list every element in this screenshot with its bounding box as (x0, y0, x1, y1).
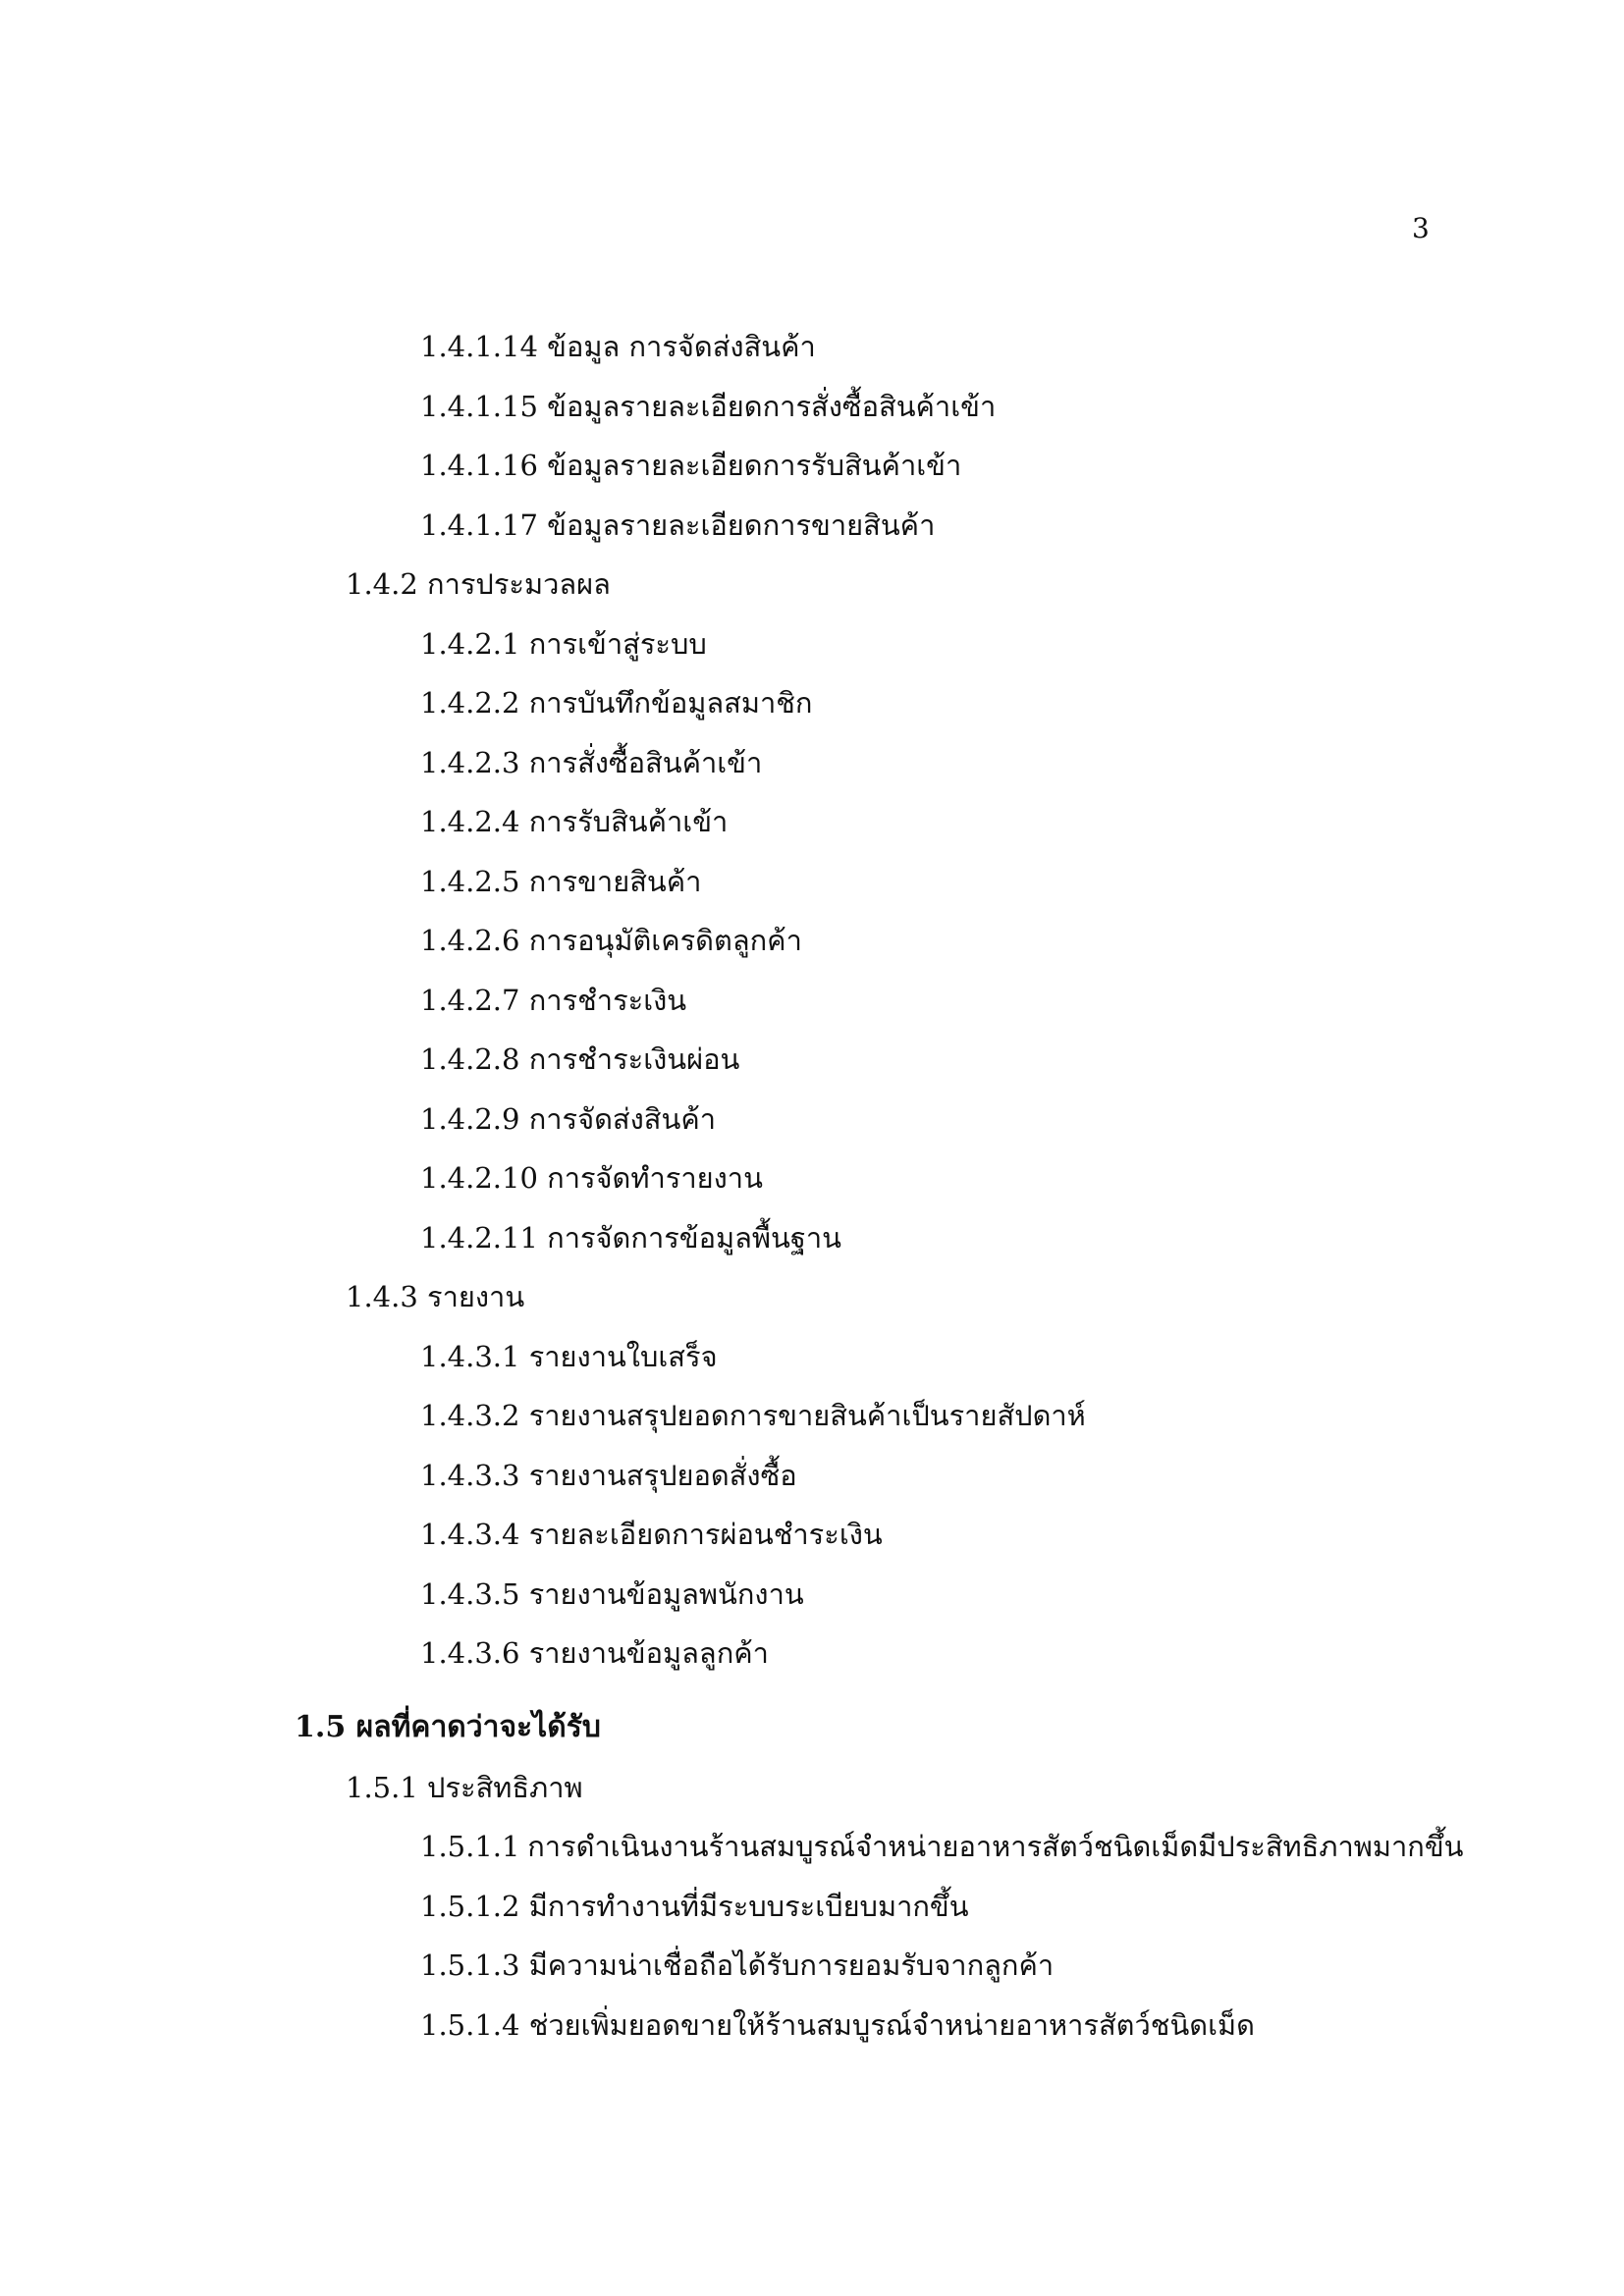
item-number: 1.5.1.4 (420, 2007, 520, 2042)
item-number: 1.4.3.1 (420, 1339, 520, 1373)
item-text: รายละเอียดการผ่อนชำระเงิน (528, 1518, 883, 1551)
item-number: 1.4.1.16 (420, 449, 538, 482)
item-text: รายงานใบเสร็จ (528, 1339, 718, 1373)
section-title: ผลที่คาดว่าจะได้รับ (355, 1709, 601, 1744)
list-item (295, 920, 1434, 980)
list-item (295, 1886, 1434, 1946)
list-item (295, 1826, 1464, 1886)
item-text: ข้อมูลรายละเอียดการรับสินค้าเข้า (547, 449, 962, 482)
item-text: ช่วยเพิ่มยอดขายให้ร้านสมบูรณ์จำหน่ายอาหารสัตว์ชนิดเม็ด (528, 2007, 1255, 2042)
item-number: 1.4.3.6 (420, 1636, 520, 1670)
subsection-title: ประสิทธิภาพ (427, 1770, 583, 1804)
item-number: 1.4.1.17 (420, 507, 538, 542)
list-item (295, 861, 1434, 921)
item-number: 1.4.2.9 (420, 1101, 520, 1136)
item-number: 1.4.2.2 (420, 686, 520, 720)
subsection-heading (295, 1276, 1434, 1336)
item-text: ข้อมูลรายละเอียดการขายสินค้า (547, 507, 936, 542)
item-text: การดำเนินงานร้านสมบูรณ์จำหน่ายอาหารสัตว์ชนิดเม็ดมีประสิทธิภาพมากขึ้น (527, 1830, 1464, 1863)
item-text: การขายสินค้า (528, 864, 702, 898)
item-text: การจัดการข้อมูลพื้นฐาน (547, 1220, 841, 1255)
list-item (295, 801, 1434, 861)
item-text: การสั่งซื้อสินค้าเข้า (528, 745, 763, 779)
item-number: 1.4.2.8 (420, 1042, 520, 1076)
item-text: รายงานข้อมูลลูกค้า (528, 1636, 769, 1670)
list-item (295, 1514, 1434, 1574)
item-number: 1.4.2.4 (420, 805, 520, 838)
item-text: การรับสินค้าเข้า (528, 805, 729, 838)
subsection-number: 1.4.3 (346, 1280, 418, 1313)
item-text: การเข้าสู่ระบบ (528, 626, 707, 661)
list-item (295, 326, 1434, 386)
item-text: การจัดส่งสินค้า (528, 1101, 716, 1136)
item-text: การอนุมัติเครดิตลูกค้า (528, 924, 802, 957)
list-item (295, 1632, 1434, 1692)
item-text: การบันทึกข้อมูลสมาชิก (528, 686, 813, 720)
item-number: 1.4.1.15 (420, 389, 538, 423)
list-item (295, 445, 1434, 505)
item-number: 1.4.2.6 (420, 924, 520, 957)
item-number: 1.5.1.3 (420, 1949, 520, 1982)
item-number: 1.4.3.4 (420, 1518, 520, 1551)
list-item (295, 2004, 1434, 2064)
list-item (295, 980, 1434, 1040)
item-text: การจัดทำรายงาน (547, 1161, 763, 1195)
list-item (295, 1039, 1434, 1098)
item-number: 1.5.1.1 (420, 1830, 520, 1863)
item-text: รายงานสรุปยอดการขายสินค้าเป็นรายสัปดาห์ (528, 1399, 1086, 1432)
list-item (295, 1455, 1434, 1515)
subsection-number: 1.4.2 (346, 567, 418, 601)
item-number: 1.4.3.2 (420, 1399, 520, 1432)
item-number: 1.4.2.3 (420, 745, 520, 779)
item-text: ข้อมูล การจัดส่งสินค้า (547, 330, 816, 363)
list-item (295, 1945, 1434, 2004)
item-number: 1.4.2.11 (420, 1220, 538, 1255)
item-number: 1.4.2.5 (420, 864, 520, 898)
item-number: 1.4.2.7 (420, 983, 520, 1017)
list-item (295, 682, 1434, 742)
item-number: 1.4.2.10 (420, 1161, 538, 1195)
subsection-title: รายงาน (427, 1280, 525, 1313)
item-text: รายงานสรุปยอดสั่งซื้อ (528, 1458, 797, 1492)
list-item (295, 1574, 1434, 1633)
item-text: มีการทำงานที่มีระบบระเบียบมากขึ้น (528, 1889, 969, 1923)
subsection-heading (295, 1767, 1434, 1827)
item-number: 1.4.1.14 (420, 330, 538, 363)
list-item (295, 742, 1434, 802)
subsection-heading (295, 563, 1434, 623)
list-item (295, 1157, 1434, 1217)
list-item (295, 505, 1434, 564)
item-number: 1.4.3.5 (420, 1576, 520, 1611)
page-number: 3 (1412, 212, 1430, 244)
list-item (295, 1098, 1434, 1158)
list-item (295, 386, 1434, 446)
item-text: การชำระเงิน (528, 983, 687, 1017)
subsection-title: การประมวลผล (427, 567, 611, 601)
list-item (295, 1336, 1434, 1396)
section-heading (295, 1706, 1434, 1767)
item-number: 1.5.1.2 (420, 1889, 520, 1923)
document-body (295, 326, 1464, 2063)
item-number: 1.4.2.1 (420, 626, 520, 661)
item-text: การชำระเงินผ่อน (528, 1042, 740, 1076)
section-number: 1.5 (295, 1709, 347, 1744)
item-text: ข้อมูลรายละเอียดการสั่งซื้อสินค้าเข้า (547, 389, 997, 423)
list-item (295, 623, 1434, 683)
item-text: มีความน่าเชื่อถือได้รับการยอมรับจากลูกค้า (528, 1949, 1055, 1982)
item-number: 1.4.3.3 (420, 1458, 520, 1492)
subsection-number: 1.5.1 (346, 1770, 418, 1804)
list-item (295, 1217, 1434, 1277)
item-text: รายงานข้อมูลพนักงาน (528, 1576, 804, 1611)
list-item (295, 1395, 1434, 1455)
